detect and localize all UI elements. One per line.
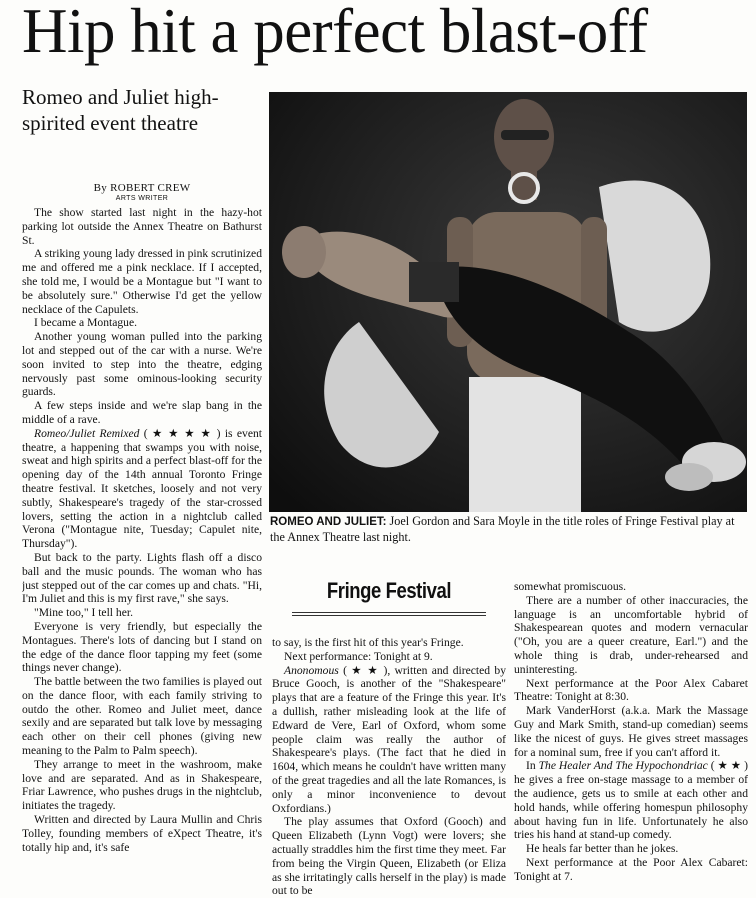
paragraph: There are a number of other inaccuracies, the language is an uncomfortable hybrid of Shakespearean quotes and modern vernacular ("Oh, you are a queer creature, Earl.") and the whole thing is drab, under-rehearsed and uninteresting. — [514, 593, 748, 676]
photo-caption — [270, 514, 748, 545]
paragraph: Anonomous ( ★ ★ ), written and directed by Bruce Gooch, is another of the "Shakespeare" plays that are a feature of the Fringe this year. It's a dullish, rather misleading look at the life of Edward de Vere, Earl of Oxford, whom some people claim was really the author of Shakespeare's plays. (The fact that he died in 1604, which means he couldn't have written many of the great tragedies and all the late Romances, is only a minor inconvenience to devout Oxfordians.) — [272, 663, 506, 815]
paragraph: to say, is the first hit of this year's Fringe. — [272, 636, 464, 649]
paragraph: Romeo/Juliet Remixed ( ★ ★ ★ ★ ) is event theatre, a happening that swamps you with noise, sweat and high spirits and a perfect blast-off for the opening day of the 14th annual Toronto Fringe theatre festival. It sketches, loosely and not very subtly, Shakespeare's tragedy of the star-crossed lovers, setting the action in a nightclub called Verona ("Montague nite, Tuesday; Capulet nite, Thursday"). — [22, 426, 262, 551]
paragraph: Next performance: Tonight at 9. — [284, 649, 433, 663]
caption-label: ROMEO AND JULIET: — [270, 516, 387, 528]
photo-illustration — [269, 92, 747, 512]
paragraph: Next performance at the Poor Alex Cabaret Theatre: Tonight at 8:30. — [514, 676, 748, 704]
play-title: Anonomous — [284, 663, 339, 677]
paragraph: Everyone is very friendly, but especially the Montagues. There's lots of dancing but I stand on the edge of the dance floor tapping my feet (some things never change). — [22, 619, 262, 675]
headline: Hip hit a perfect blast-off — [22, 0, 648, 66]
paragraph: I became a Montague. — [34, 316, 138, 330]
byline-role: ARTS WRITER — [115, 195, 169, 202]
paragraph: In The Healer And The Hypochondriac ( ★ ★ ) he gives a free on-stage massage to a member of the audience, gets us to smile at each other and hold hands, while offering homespun philosophy about having fun in life. Unfortunately he also tries his hand at stand-up comedy. — [514, 759, 748, 842]
romeo-juliet-photo — [269, 92, 747, 512]
byline-by: By — [93, 182, 107, 194]
paragraph: A few steps inside and we're slap bang in the middle of a rave. — [22, 399, 262, 426]
paragraph: The play assumes that Oxford (Gooch) and Queen Elizabeth (Lynn Vogt) were lovers; she actually straddles him the first time they meet. Far from being the Virgin Queen, Elizabeth (or Eliza as she irritatingly calls herself in the play) is made out to be — [272, 815, 506, 898]
sidebar-title-rule-2 — [292, 615, 486, 616]
article-column-1 — [22, 206, 262, 898]
paragraph: somewhat promiscuous. — [514, 580, 627, 593]
paragraph: The battle between the two families is played out on the dance floor, with each family striving to outdo the other. Romeo and Juliet meet, dance sexily and are separated but talk love by messaging each other on their cell phones (giving new meaning to the Palm to Palm speech). — [22, 675, 262, 758]
paragraph: The show started last night in the hazy-hot parking lot outside the Annex Theatre on Bathurst St. — [22, 206, 262, 247]
paragraph: But back to the party. Lights flash off a disco ball and the music pounds. The woman who has just stepped out of the car comes up and chats. "Hi, I'm Juliet and this is my first rave," she says. — [22, 550, 262, 606]
paragraph: "Mine too," I tell her. — [34, 606, 133, 620]
deck: Romeo and Juliet high-spirited event theatre — [22, 85, 219, 135]
paragraph: Another young woman pulled into the parking lot and stepped out of the car with a nurse. We're soon invited to step into the theatre, edging nervously past some ominous-looking security guards. — [22, 330, 262, 399]
caption-text: Joel Gordon and Sara Moyle in the title roles of Fringe Festival play at the Annex Theatre last night. — [270, 514, 735, 544]
play-title: The Healer And The Hypochondriac — [538, 759, 708, 773]
play-title: Romeo/Juliet Remixed — [34, 426, 140, 440]
paragraph: Mark VanderHorst (a.k.a. Mark the Massage Guy and Mark Smith, stand-up comedian) seems like the nicest of guys. He gives street massages for a nominal sum, free if you can't afford it. — [514, 704, 748, 759]
paragraph: Next performance at the Poor Alex Cabaret: Tonight at 7. — [514, 855, 748, 883]
paragraph: A striking young lady dressed in pink scrutinized me and offered me a pink necklace. If I accepted, she told me, I would be a Montague but "I want to be absolutely sure." Otherwise I'd get the yellow necklace of the Capulets. — [22, 247, 262, 316]
paragraph: They arrange to meet in the washroom, make love and are separated. And as in Shakespeare, Friar Lawrence, who pushes drugs in the nightclub, initiates the tragedy. — [22, 757, 262, 813]
article-column-3 — [514, 580, 748, 898]
byline — [22, 182, 262, 194]
article-column-2 — [272, 636, 506, 898]
byline-author: ROBERT CREW — [110, 182, 191, 194]
sidebar-title-rule — [292, 612, 486, 613]
paragraph: He heals far better than he jokes. — [526, 842, 679, 856]
paragraph: Written and directed by Laura Mullin and Chris Tolley, founding members of eXpect Theatre, it's totally hip and, it's safe — [22, 813, 262, 854]
sidebar-title: Fringe Festival — [326, 578, 452, 603]
